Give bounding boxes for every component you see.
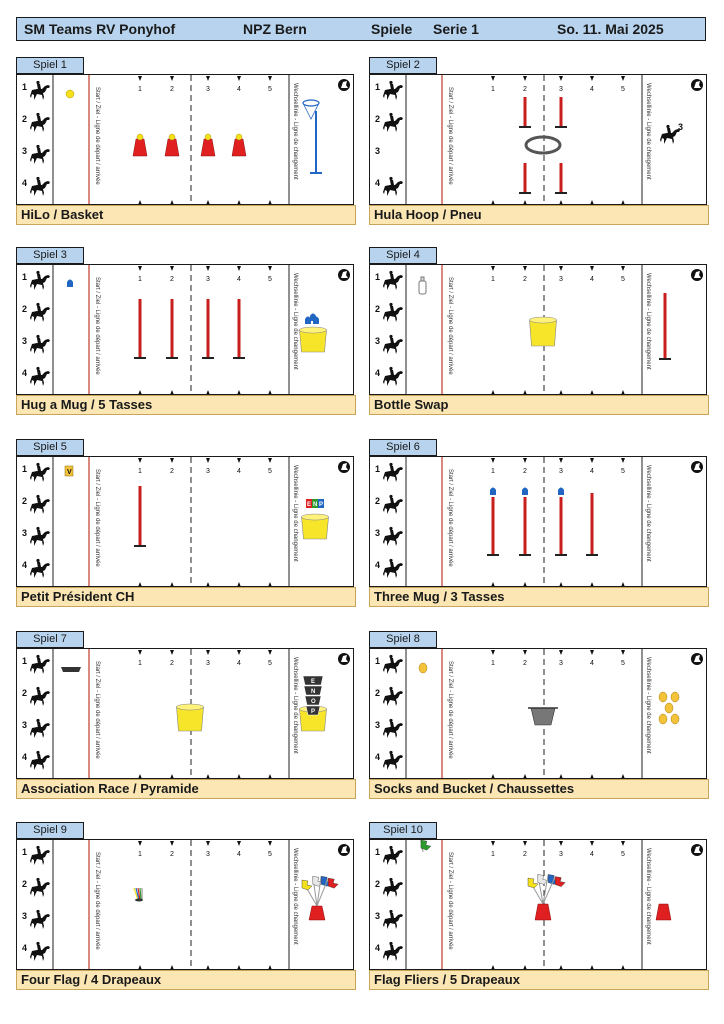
- game-field: [369, 456, 707, 587]
- svg-text:E: E: [307, 502, 312, 508]
- pole-number: 5: [268, 276, 272, 283]
- pole-number: 4: [590, 86, 594, 93]
- game-tab: Spiel 10: [369, 822, 437, 839]
- game-field: [16, 839, 354, 970]
- pole-number: 5: [621, 276, 625, 283]
- game-tab: Spiel 4: [369, 247, 437, 264]
- pole-number: 1: [491, 660, 495, 667]
- game-card: [16, 57, 356, 231]
- lane-number: 4: [22, 178, 28, 188]
- sock-icon: [659, 714, 667, 724]
- lane-number: 4: [375, 560, 381, 570]
- pole-number: 2: [523, 660, 527, 667]
- pole-number: 2: [523, 86, 527, 93]
- pole-number: 2: [523, 276, 527, 283]
- game-title: Hula Hoop / Pneu: [369, 205, 709, 225]
- ponyhof-logo-icon: [691, 461, 703, 473]
- bucket-icon: [530, 317, 557, 346]
- venue: NPZ Bern: [243, 21, 307, 37]
- game-field: [16, 456, 354, 587]
- pole-number: 4: [590, 851, 594, 858]
- game-title: Association Race / Pyramide: [16, 779, 356, 799]
- lane-number: 4: [22, 943, 28, 953]
- pole-number: 2: [523, 468, 527, 475]
- game-tab: Spiel 5: [16, 439, 84, 456]
- pole-number: 1: [491, 851, 495, 858]
- pole-number: 3: [559, 276, 563, 283]
- sock-icon: [419, 663, 427, 673]
- lane-number: 1: [375, 82, 381, 92]
- cone-icon: [535, 904, 551, 920]
- pole-number: 2: [170, 276, 174, 283]
- lane-number: 3: [22, 720, 28, 730]
- ponyhof-logo-icon: [338, 79, 350, 91]
- games-label: Spiele: [371, 21, 413, 37]
- lane-number: 4: [22, 368, 28, 378]
- change-line-label: Wechsellinie - Ligne de changement: [292, 657, 298, 754]
- game-field: [369, 74, 707, 205]
- pole-number: 5: [268, 86, 272, 93]
- bucket-icon: [302, 514, 329, 539]
- pyramid-cup-icon: [305, 696, 321, 705]
- pole-number: 2: [170, 660, 174, 667]
- game-tab: Spiel 8: [369, 631, 437, 648]
- pole-number: 3: [559, 851, 563, 858]
- game-title: Socks and Bucket / Chaussettes: [369, 779, 709, 799]
- lane-number: 4: [375, 178, 381, 188]
- game-field: [16, 648, 354, 779]
- svg-text:P: P: [311, 709, 316, 715]
- game-card: [369, 631, 709, 805]
- cone-icon: [309, 906, 325, 920]
- lane-number: 2: [375, 496, 381, 506]
- game-tab: Spiel 6: [369, 439, 437, 456]
- game-card: [369, 439, 709, 613]
- lane-number: 3: [22, 146, 28, 156]
- change-line-label: Wechsellinie - Ligne de changement: [645, 657, 651, 754]
- change-line-label: Wechsellinie - Ligne de changement: [292, 273, 298, 370]
- lane-number: 4: [22, 752, 28, 762]
- change-line-label: Wechsellinie - Ligne de changement: [645, 848, 651, 945]
- lane-number: 3: [375, 911, 381, 921]
- flag-card-icon: [312, 499, 318, 508]
- pole-number: 5: [268, 660, 272, 667]
- ponyhof-logo-icon: [691, 844, 703, 856]
- ball-icon: [137, 134, 143, 140]
- pole-number: 3: [206, 660, 210, 667]
- pole-number: 3: [206, 276, 210, 283]
- game-field: [16, 264, 354, 395]
- game-tab: Spiel 1: [16, 57, 84, 74]
- letter-card-icon: [65, 466, 73, 476]
- game-card: [16, 439, 356, 613]
- game-card: [16, 247, 356, 421]
- svg-text:N: N: [311, 689, 316, 695]
- change-line-label: Wechsellinie - Ligne de changement: [292, 465, 298, 562]
- game-title: Hug a Mug / 5 Tasses: [16, 395, 356, 415]
- sock-icon: [671, 714, 679, 724]
- pole-number: 2: [170, 86, 174, 93]
- pole-number: 2: [170, 468, 174, 475]
- ball-icon: [66, 90, 74, 98]
- lane-number: 1: [22, 656, 28, 666]
- pole-number: 3: [559, 86, 563, 93]
- pole-number: 4: [590, 276, 594, 283]
- lane-number: 4: [375, 368, 381, 378]
- lane-number: 2: [22, 688, 28, 698]
- lane-number: 3: [22, 528, 28, 538]
- pole-number: 1: [138, 851, 142, 858]
- lane-number: 1: [375, 656, 381, 666]
- ball-icon: [236, 134, 242, 140]
- game-card: [16, 822, 356, 996]
- lane-number: 3: [375, 528, 381, 538]
- game-card: [369, 822, 709, 996]
- sock-icon: [665, 703, 673, 713]
- pyramid-cup-icon: [306, 706, 320, 715]
- pole-number: 5: [621, 468, 625, 475]
- lane-number: 1: [22, 847, 28, 857]
- lane-number: 2: [22, 304, 28, 314]
- svg-text:E: E: [311, 679, 316, 685]
- start-line-label: Start / Ziel - Ligne de départ / arrivée: [94, 277, 100, 375]
- change-line-label: Wechsellinie - Ligne de changement: [645, 465, 651, 562]
- sock-icon: [671, 692, 679, 702]
- pole-number: 1: [491, 276, 495, 283]
- lane-number: 1: [22, 82, 28, 92]
- start-line-label: Start / Ziel - Ligne de départ / arrivée: [447, 852, 453, 950]
- pole-number: 3: [206, 468, 210, 475]
- lane-number: 1: [375, 464, 381, 474]
- ball-icon: [169, 134, 175, 140]
- lane-number: 2: [375, 879, 381, 889]
- game-title: Four Flag / 4 Drapeaux: [16, 970, 356, 990]
- svg-text:N: N: [313, 502, 318, 508]
- page-header: [16, 17, 706, 41]
- game-card: [369, 247, 709, 421]
- game-title: Flag Fliers / 5 Drapeaux: [369, 970, 709, 990]
- game-field: [369, 648, 707, 779]
- pole-number: 4: [590, 468, 594, 475]
- pole-number: 5: [621, 851, 625, 858]
- lane-number: 1: [375, 272, 381, 282]
- start-line-label: Start / Ziel - Ligne de départ / arrivée: [447, 469, 453, 567]
- lane-number: 2: [22, 114, 28, 124]
- change-line-label: Wechsellinie - Ligne de changement: [645, 273, 651, 370]
- lane-number: 3: [375, 336, 381, 346]
- pole-number: 4: [237, 851, 241, 858]
- lane-number: 3: [22, 911, 28, 921]
- game-field: [16, 74, 354, 205]
- change-line-label: Wechsellinie - Ligne de changement: [292, 83, 298, 180]
- pole-number: 4: [237, 468, 241, 475]
- ponyhof-logo-icon: [691, 653, 703, 665]
- pole-number: 2: [170, 851, 174, 858]
- ponyhof-logo-icon: [338, 461, 350, 473]
- lane-number: 1: [22, 464, 28, 474]
- pyramid-cup-icon: [304, 686, 322, 695]
- pole-number: 3: [559, 468, 563, 475]
- start-line-label: Start / Ziel - Ligne de départ / arrivée: [447, 277, 453, 375]
- game-card: [369, 57, 709, 231]
- ponyhof-logo-icon: [338, 844, 350, 856]
- change-line-label: Wechsellinie - Ligne de changement: [292, 848, 298, 945]
- pole-number: 1: [138, 660, 142, 667]
- pole-number: 4: [237, 86, 241, 93]
- lane-number: 4: [375, 943, 381, 953]
- lane-number: 3: [22, 336, 28, 346]
- lane-number: 3: [375, 146, 381, 156]
- pole-number: 4: [237, 660, 241, 667]
- game-title: HiLo / Basket: [16, 205, 356, 225]
- flag-card-icon: [306, 499, 312, 508]
- pole-number: 5: [621, 86, 625, 93]
- start-line-label: Start / Ziel - Ligne de départ / arrivée: [94, 661, 100, 759]
- pole-number: 5: [621, 660, 625, 667]
- event-date: So. 11. Mai 2025: [557, 21, 664, 37]
- ponyhof-logo-icon: [338, 269, 350, 281]
- lane-number: 2: [22, 879, 28, 889]
- pole-number: 2: [523, 851, 527, 858]
- start-line-label: Start / Ziel - Ligne de départ / arrivée: [447, 661, 453, 759]
- ponyhof-logo-icon: [691, 79, 703, 91]
- start-line-label: Start / Ziel - Ligne de départ / arrivée: [94, 87, 100, 185]
- lane-number: 2: [375, 304, 381, 314]
- pyramid-card-icon: [61, 667, 81, 672]
- letter-card-text: V: [67, 469, 72, 476]
- lane-number: 2: [22, 496, 28, 506]
- ponyhof-logo-icon: [338, 653, 350, 665]
- pole-number: 1: [491, 468, 495, 475]
- pole-number: 1: [138, 276, 142, 283]
- game-card: [16, 631, 356, 805]
- bucket-icon: [177, 704, 204, 731]
- game-field: [369, 264, 707, 395]
- lane-number: 2: [375, 114, 381, 124]
- flag-card-icon: [318, 499, 324, 508]
- rider-lane-label: 3: [678, 122, 684, 132]
- change-line-label: Wechsellinie - Ligne de changement: [645, 83, 651, 180]
- team-name: SM Teams RV Ponyhof: [24, 21, 176, 37]
- pole-number: 1: [138, 468, 142, 475]
- lane-number: 1: [375, 847, 381, 857]
- pole-number: 3: [206, 851, 210, 858]
- start-line-label: Start / Ziel - Ligne de départ / arrivée: [447, 87, 453, 185]
- game-tab: Spiel 3: [16, 247, 84, 264]
- game-title: Bottle Swap: [369, 395, 709, 415]
- pole-number: 4: [590, 660, 594, 667]
- pole-number: 3: [559, 660, 563, 667]
- lane-number: 4: [375, 752, 381, 762]
- pole-number: 1: [491, 86, 495, 93]
- start-line-label: Start / Ziel - Ligne de départ / arrivée: [94, 852, 100, 950]
- pyramid-cup-icon: [303, 676, 323, 685]
- game-tab: Spiel 9: [16, 822, 84, 839]
- ball-icon: [205, 134, 211, 140]
- lane-number: 4: [22, 560, 28, 570]
- ponyhof-logo-icon: [691, 269, 703, 281]
- sock-icon: [659, 692, 667, 702]
- pole-number: 5: [268, 851, 272, 858]
- start-line-label: Start / Ziel - Ligne de départ / arrivée: [94, 469, 100, 567]
- pole-number: 4: [237, 276, 241, 283]
- svg-text:O: O: [311, 699, 316, 705]
- game-field: [369, 839, 707, 970]
- game-tab: Spiel 7: [16, 631, 84, 648]
- lane-number: 3: [375, 720, 381, 730]
- bucket-icon: [300, 327, 327, 352]
- game-title: Petit Président CH: [16, 587, 356, 607]
- lane-number: 2: [375, 688, 381, 698]
- pole-number: 5: [268, 468, 272, 475]
- lane-number: 1: [22, 272, 28, 282]
- game-tab: Spiel 2: [369, 57, 437, 74]
- series-label: Serie 1: [433, 21, 479, 37]
- svg-text:P: P: [319, 502, 324, 508]
- pole-number: 3: [206, 86, 210, 93]
- game-title: Three Mug / 3 Tasses: [369, 587, 709, 607]
- pole-number: 1: [138, 86, 142, 93]
